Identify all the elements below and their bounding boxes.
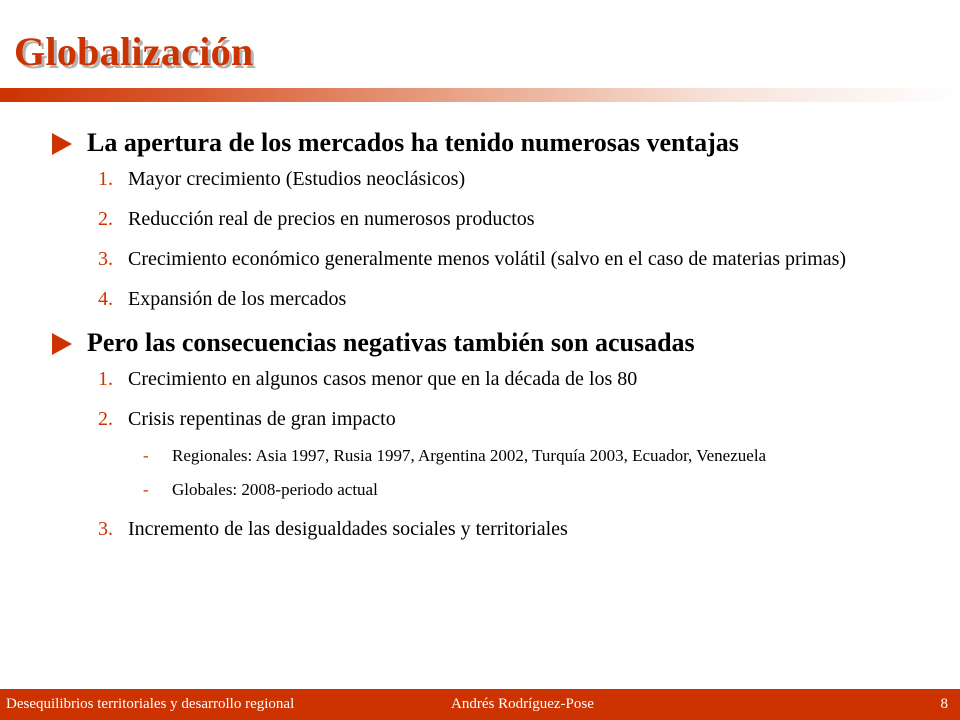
main-point-consequences — [52, 326, 912, 360]
main-point-text: La apertura de los mercados ha tenido numerosas ventajas — [87, 128, 739, 157]
item-text: Mayor crecimiento (Estudios neoclásicos) — [128, 168, 466, 190]
slide-title: Globalización — [14, 29, 254, 74]
list-item — [52, 246, 912, 272]
item-text: Crecimiento en algunos casos menor que en la década de los 80 — [128, 368, 638, 390]
dash-bullet: - — [143, 480, 149, 499]
slide-content — [52, 126, 912, 556]
arrow-bullet-icon — [52, 133, 72, 155]
list-item — [52, 516, 912, 542]
footer-bar — [0, 689, 960, 720]
item-text: Crisis repentinas de gran impacto — [128, 408, 396, 430]
item-number: 2. — [98, 408, 113, 430]
list-item — [52, 366, 912, 392]
item-number: 3. — [98, 518, 113, 540]
item-number: 2. — [98, 208, 113, 230]
item-number: 1. — [98, 168, 113, 190]
item-text: Reducción real de precios en numerosos productos — [128, 208, 535, 230]
crisis-sublist — [128, 444, 912, 502]
main-point-advantages — [52, 126, 912, 160]
list-item — [52, 206, 912, 232]
consequences-list — [52, 366, 912, 542]
sublist-item-text: Globales: 2008-periodo actual — [172, 480, 378, 499]
list-item — [52, 286, 912, 312]
sublist-item — [52, 444, 912, 468]
footer-course-title: Desequilibrios territoriales y desarrollo regional — [6, 696, 295, 712]
item-number: 3. — [98, 248, 113, 270]
footer-author: Andrés Rodríguez-Pose — [451, 696, 594, 712]
title-gradient-bar — [0, 88, 960, 102]
item-text: Crecimiento económico generalmente menos volátil (salvo en el caso de materias primas) — [128, 248, 847, 270]
advantages-list — [52, 166, 912, 312]
main-point-text: Pero las consecuencias negativas también son acusadas — [87, 328, 695, 357]
item-number: 1. — [98, 368, 113, 390]
dash-bullet: - — [143, 446, 149, 465]
list-item — [52, 166, 912, 192]
item-number: 4. — [98, 288, 113, 310]
sublist-item — [52, 478, 912, 502]
page-number: 8 — [940, 696, 948, 712]
item-text: Incremento de las desigualdades sociales y territoriales — [128, 518, 568, 540]
list-item — [52, 406, 912, 502]
item-text: Expansión de los mercados — [128, 288, 347, 310]
sublist-item-text: Regionales: Asia 1997, Rusia 1997, Argentina 2002, Turquía 2003, Ecuador, Venezuela — [172, 446, 767, 465]
arrow-bullet-icon — [52, 333, 72, 355]
